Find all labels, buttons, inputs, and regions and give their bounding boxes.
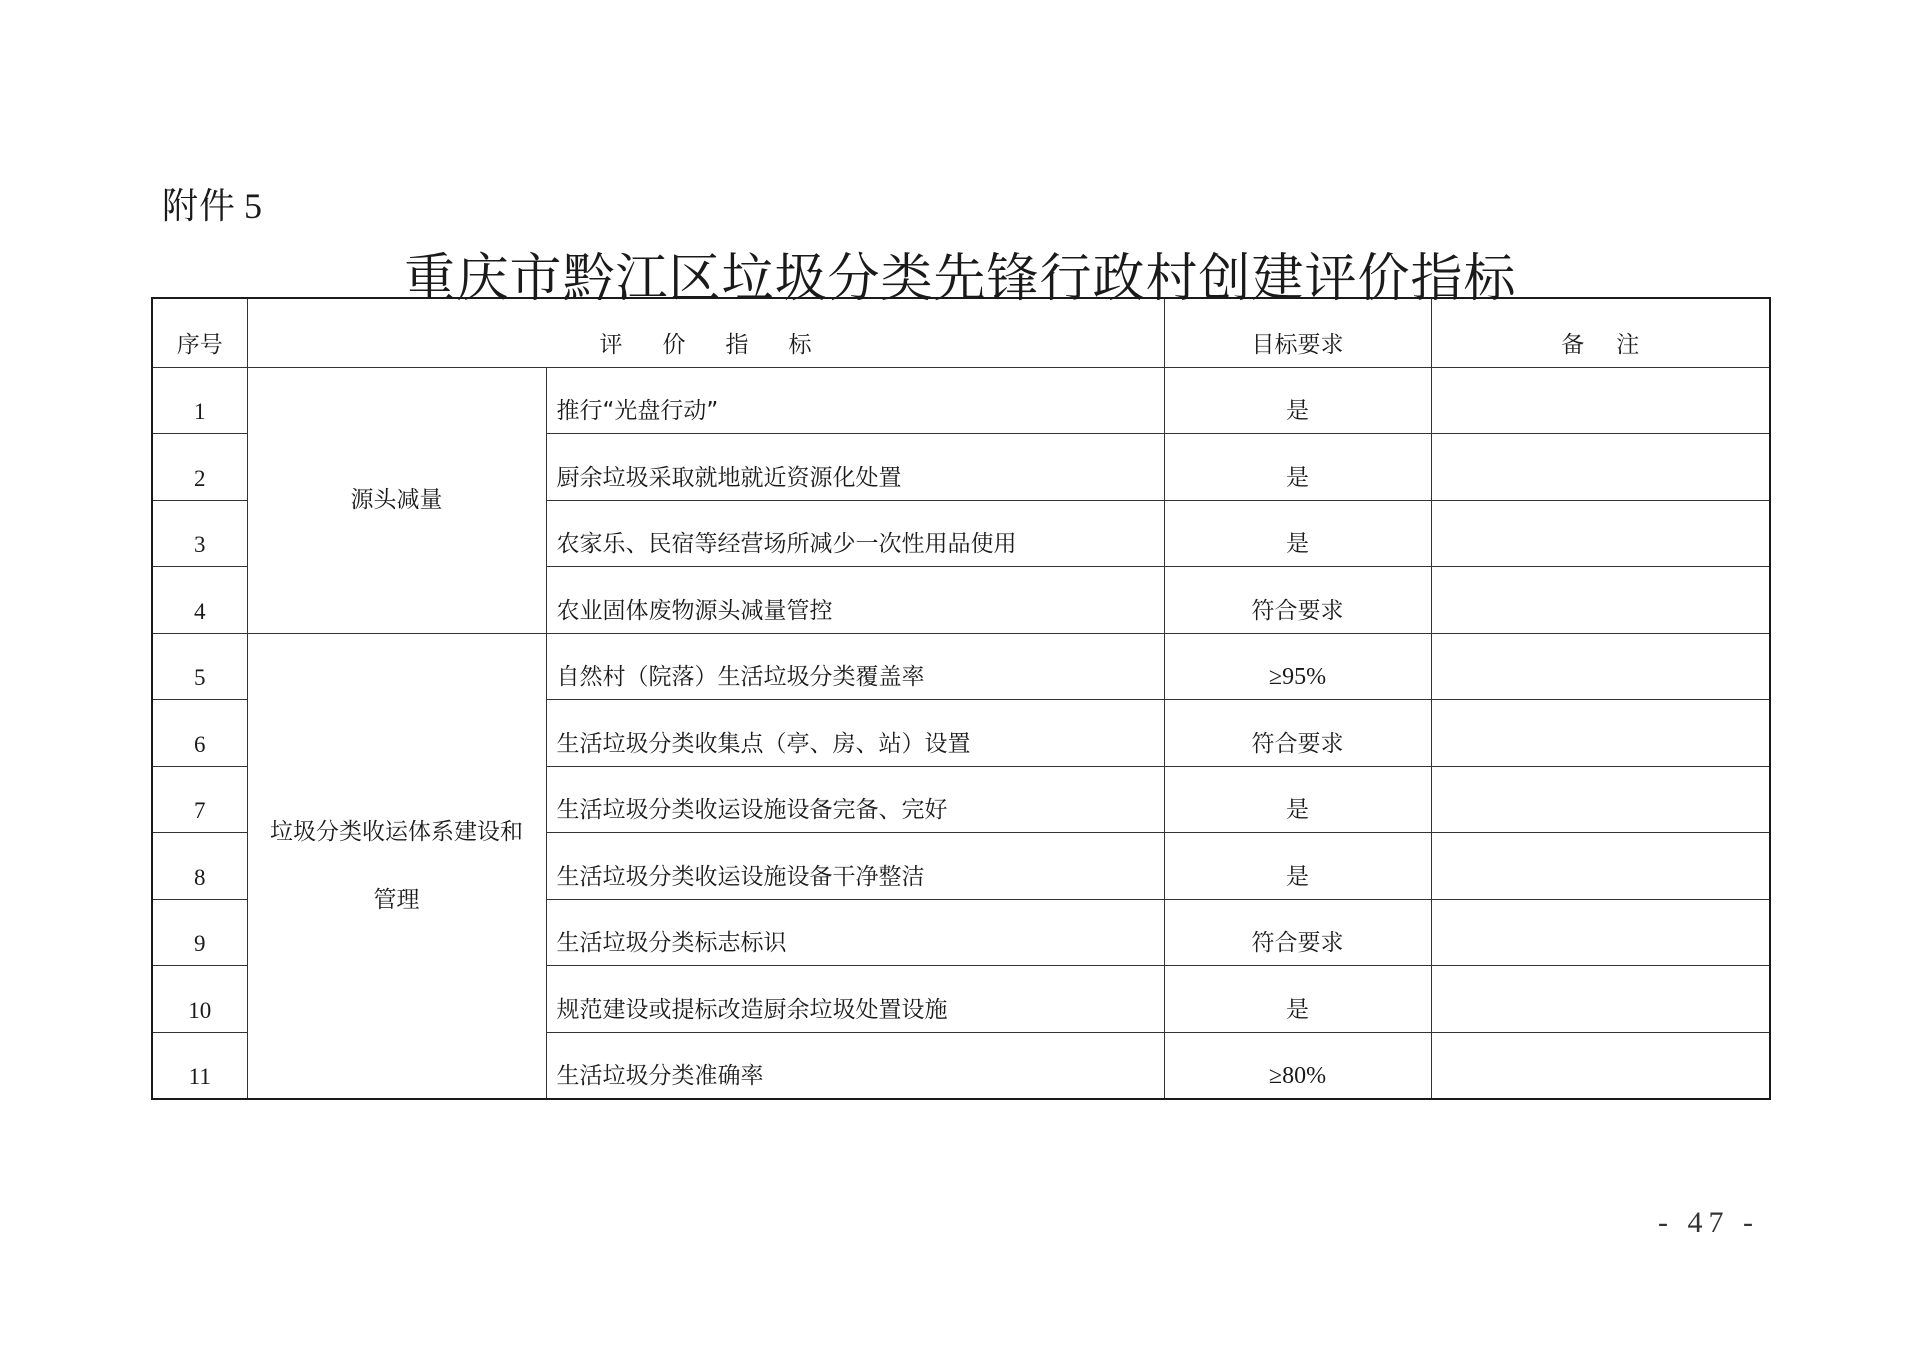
row-note (1431, 833, 1770, 900)
row-seq: 2 (152, 434, 247, 501)
row-note (1431, 899, 1770, 966)
row-note (1431, 1032, 1770, 1099)
row-target: 是 (1164, 966, 1431, 1033)
attachment-text: 附件 (162, 186, 237, 227)
page-number: - 47 - (1658, 1206, 1759, 1239)
row-indicator: 厨余垃圾采取就地就近资源化处置 (546, 434, 1164, 501)
row-indicator: 生活垃圾分类收运设施设备干净整洁 (546, 833, 1164, 900)
row-seq: 8 (152, 833, 247, 900)
category-collection-line2: 管理 (373, 886, 420, 913)
row-note (1431, 434, 1770, 501)
header-indicator (247, 298, 1164, 367)
row-indicator: 生活垃圾分类准确率 (546, 1032, 1164, 1099)
row-note (1431, 700, 1770, 767)
row-target: 符合要求 (1164, 899, 1431, 966)
row-indicator: 生活垃圾分类收集点（亭、房、站）设置 (546, 700, 1164, 767)
attachment-number: 5 (244, 186, 264, 226)
row-indicator: 规范建设或提标改造厨余垃圾处置设施 (546, 966, 1164, 1033)
row-target: 是 (1164, 833, 1431, 900)
header-note (1431, 298, 1770, 367)
header-target: 目标要求 (1164, 298, 1431, 367)
row-seq: 4 (152, 567, 247, 634)
row-target: 是 (1164, 500, 1431, 567)
row-indicator: 推行“光盘行动” (546, 367, 1164, 434)
row-note (1431, 500, 1770, 567)
row-target: ≥80% (1164, 1032, 1431, 1099)
row-seq: 6 (152, 700, 247, 767)
row-note (1431, 567, 1770, 634)
category-collection-system (247, 633, 546, 1099)
row-seq: 1 (152, 367, 247, 434)
category-source-reduction: 源头减量 (247, 367, 546, 633)
evaluation-table (151, 297, 1771, 1100)
header-seq: 序号 (152, 298, 247, 367)
row-target: ≥95% (1164, 633, 1431, 700)
row-seq: 3 (152, 500, 247, 567)
header-indicator-label: 评价指标 (599, 331, 852, 358)
row-seq: 11 (152, 1032, 247, 1099)
row-target: 符合要求 (1164, 567, 1431, 634)
row-note (1431, 367, 1770, 434)
row-seq: 10 (152, 966, 247, 1033)
row-note (1431, 966, 1770, 1033)
row-seq: 5 (152, 633, 247, 700)
row-target: 符合要求 (1164, 700, 1431, 767)
row-note (1431, 633, 1770, 700)
document-title: 重庆市黔江区垃圾分类先锋行政村创建评价指标 (403, 249, 1517, 309)
category-collection-line1: 垃圾分类收运体系建设和 (270, 818, 523, 845)
row-target: 是 (1164, 367, 1431, 434)
row-target: 是 (1164, 766, 1431, 833)
table-header-row (152, 298, 1770, 367)
attachment-label (162, 178, 263, 229)
table-row (152, 633, 1770, 700)
row-indicator: 农家乐、民宿等经营场所减少一次性用品使用 (546, 500, 1164, 567)
row-indicator: 生活垃圾分类收运设施设备完备、完好 (546, 766, 1164, 833)
row-indicator: 自然村（院落）生活垃圾分类覆盖率 (546, 633, 1164, 700)
row-seq: 7 (152, 766, 247, 833)
row-note (1431, 766, 1770, 833)
row-indicator: 农业固体废物源头减量管控 (546, 567, 1164, 634)
header-note-label: 备注 (1561, 331, 1672, 358)
table-row (152, 367, 1770, 434)
row-seq: 9 (152, 899, 247, 966)
row-indicator: 生活垃圾分类标志标识 (546, 899, 1164, 966)
row-target: 是 (1164, 434, 1431, 501)
